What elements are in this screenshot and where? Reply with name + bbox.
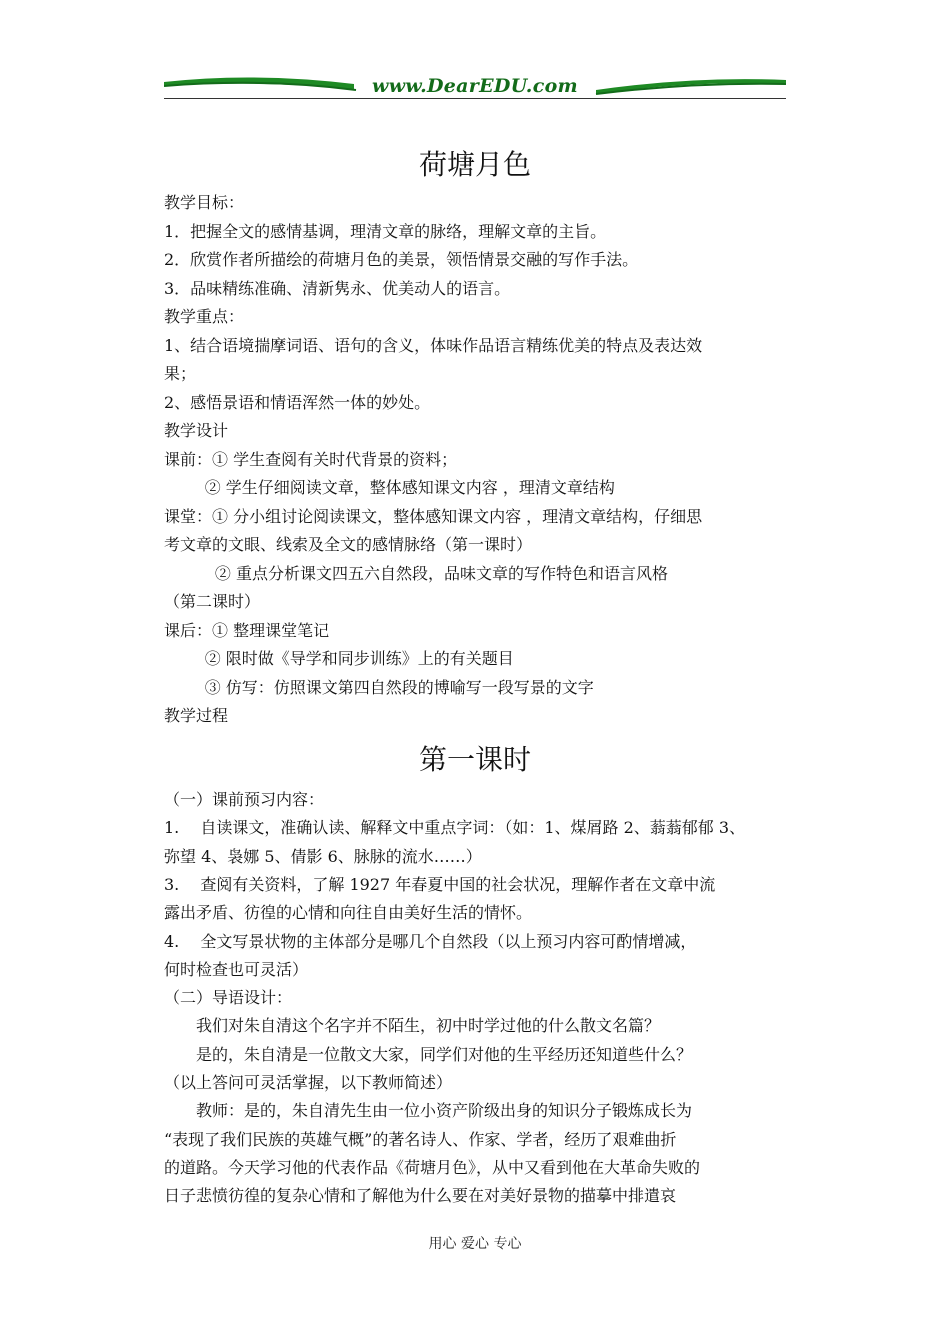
text-line: （一）课前预习内容： [164,790,325,809]
text-line: 教学设计 [164,421,229,440]
text-line: （第二课时） [164,592,261,611]
text-line: 1、结合语境揣摩词语、语句的含义，体味作品语言精练优美的特点及表达效 [164,335,703,355]
text-line: 课后：① 整理课堂笔记 [164,620,330,640]
section-title: 第一课时 [418,743,531,776]
text-line: 教学目标： [164,193,245,212]
text-line: 2．欣赏作者所描绘的荷塘月色的美景，领悟情景交融的写作手法。 [164,250,639,269]
text-line: 弥望 4、袅娜 5、倩影 6、脉脉的流水……） [164,846,482,866]
text-line: （二）导语设计： [164,988,293,1008]
text-line: 教学重点： [164,307,245,326]
header-divider [164,98,786,99]
text-line: 日子悲愤彷徨的复杂心情和了解他为什么要在对美好景物的描摹中排遣哀 [164,1186,677,1206]
text-line: 的道路。今天学习他的代表作品《荷塘月色》，从中又看到他在大革命失败的 [164,1157,701,1177]
document-title: 荷塘月色 [418,148,531,181]
text-line: 是的，朱自清是一位散文大家，同学们对他的生平经历还知道些什么？ [164,1044,693,1064]
page-footer: 用心 爱心 专心 [428,1236,522,1252]
text-line: （以上答问可灵活掌握，以下教师简述） [164,1073,453,1092]
text-line: 果； [164,364,197,383]
text-line: 露出矛盾、彷徨的心情和向往自由美好生活的情怀。 [164,903,533,923]
text-line: “表现了我们民族的英雄气概”的著名诗人、作家、学者，经历了艰难曲折 [164,1129,677,1149]
text-line: 我们对朱自清这个名字并不陌生，初中时学过他的什么散文名篇？ [164,1016,661,1036]
text-line: 何时检查也可灵活） [164,959,309,979]
text-line: 1. 自读课文，准确认读、解释文中重点字词：（如：1、煤屑路 2、蓊蓊郁郁 3、 [164,818,746,838]
text-line: 课前：① 学生查阅有关时代背景的资料； [164,449,458,469]
text-line: ③ 仿写：仿照课文第四自然段的博喻写一段写景的文字 [164,677,594,697]
text-line: 教师：是的，朱自清先生由一位小资产阶级出身的知识分子锻炼成长为 [164,1101,693,1121]
text-line: 3．品味精练准确、清新隽永、优美动人的语言。 [164,278,511,298]
text-line: 考文章的文眼、线索及全文的感情脉络（第一课时） [164,535,533,554]
text-line: ② 学生仔细阅读文章，整体感知课文内容 ，理清文章结构 [164,478,615,497]
text-line: ② 重点分析课文四五六自然段，品味文章的写作特色和语言风格 [164,563,668,583]
text-line: 4. 全文写景状物的主体部分是哪几个自然段（以上预习内容可酌情增减， [164,931,697,951]
header-site-name: www.DearEDU.com [372,75,578,97]
text-line: 3. 查阅有关资料，了解 1927 年春夏中国的社会状况，理解作者在文章中流 [164,874,716,894]
text-line: 教学过程 [164,706,229,725]
text-line: 1．把握全文的感情基调，理清文章的脉络，理解文章的主旨。 [164,221,607,241]
text-line: 2、感悟景语和情语浑然一体的妙处。 [164,392,431,412]
header-banner [164,70,786,100]
text-line: 课堂：① 分小组讨论阅读课文，整体感知课文内容 ，理清文章结构，仔细思 [164,506,703,526]
text-line: ② 限时做《导学和同步训练》上的有关题目 [164,649,514,668]
